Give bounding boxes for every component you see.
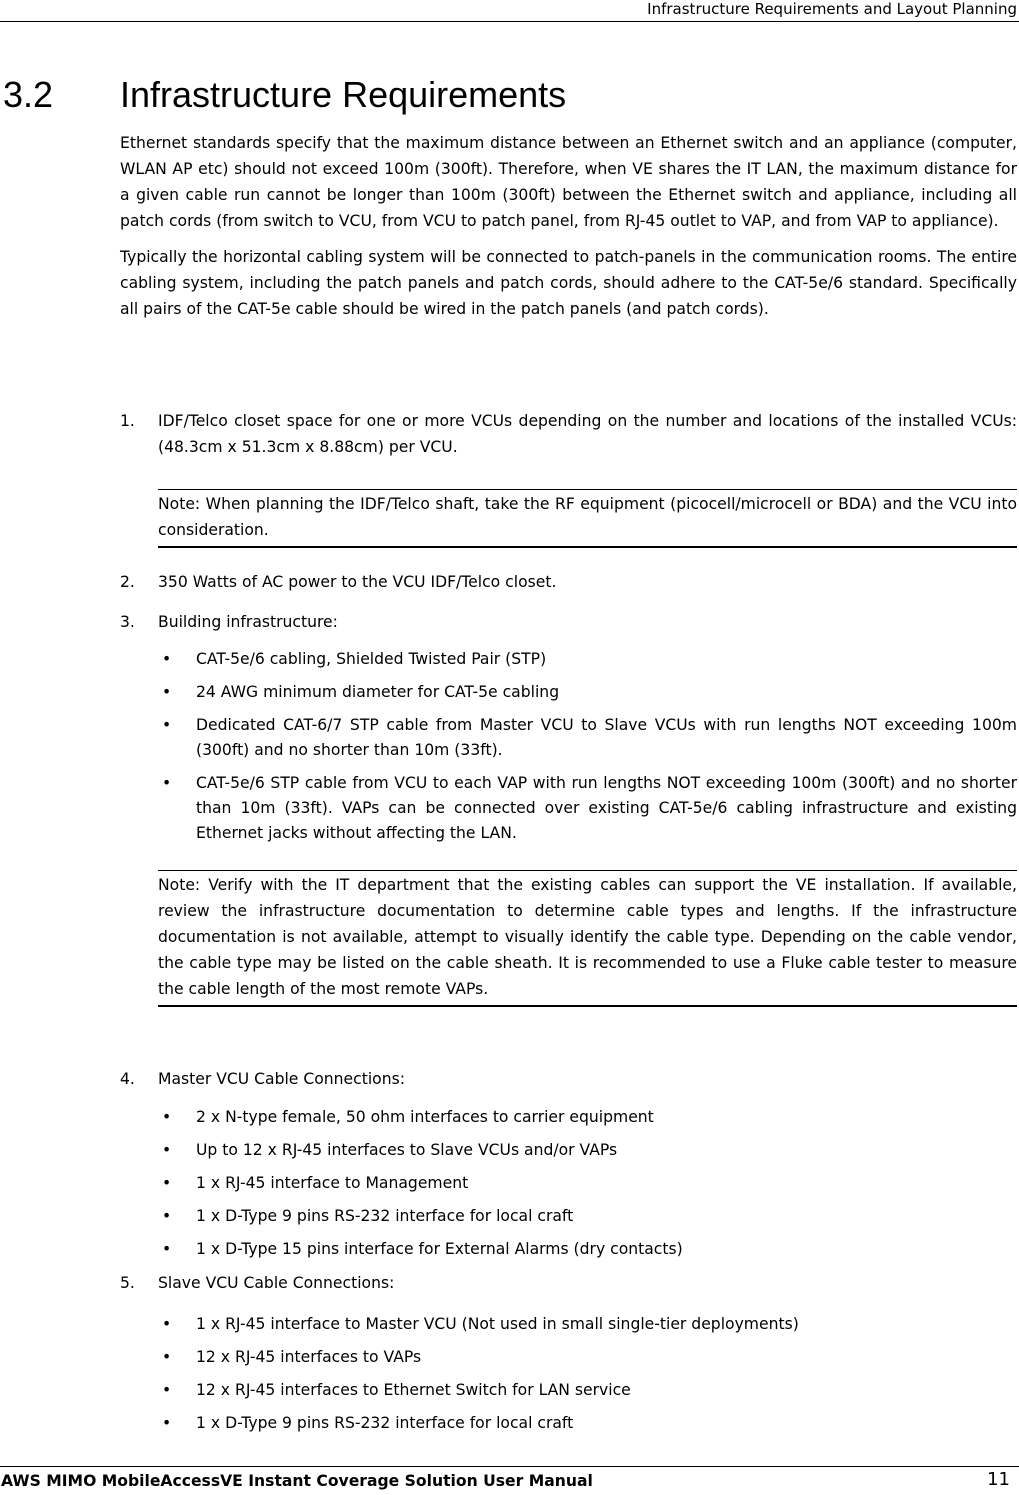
list-item-1 (120, 408, 1017, 460)
list-item (120, 1167, 1017, 1200)
bullet-text: 1 x D-Type 9 pins RS-232 interface for local craft (196, 1207, 574, 1225)
footer-manual-title: AWS MIMO MobileAccessVE Instant Coverage Solution User Manual (1, 1472, 593, 1490)
list-item-text: 350 Watts of AC power to the VCU IDF/Telco closet. (158, 573, 557, 591)
bullet-icon: • (162, 1240, 172, 1258)
list-item-text: Building infrastructure: (158, 613, 338, 631)
note-text: Note: When planning the IDF/Telco shaft, take the RF equipment (picocell/microcell or BDA) and the VCU into consideration. (158, 489, 1017, 548)
list-item-text: Slave VCU Cable Connections: (158, 1274, 395, 1292)
bullet-icon: • (162, 774, 172, 792)
bullet-icon: • (162, 1141, 172, 1159)
master-bullet-list (120, 1101, 1017, 1266)
bullet-text: CAT-5e/6 cabling, Shielded Twisted Pair (STP) (196, 650, 547, 668)
bullet-text: CAT-5e/6 STP cable from VCU to each VAP with run lengths NOT exceeding 100m (300ft) and no shorter than 10m (33ft). VAPs can be connected over existing CAT-5e/6 cabling infrastructure and existing Ethernet jacks without affecting the LAN. (196, 774, 1017, 842)
bullet-icon: • (162, 716, 172, 734)
list-item (120, 1407, 1017, 1440)
bullet-text: 12 x RJ-45 interfaces to VAPs (196, 1348, 422, 1366)
note-verify-cables (120, 870, 1017, 1007)
bullet-icon: • (162, 1207, 172, 1225)
list-item (120, 713, 1017, 763)
list-item (120, 1374, 1017, 1407)
list-item-number: 5. (120, 1274, 135, 1292)
list-item-5 (120, 1270, 1017, 1296)
bullet-text: 1 x D-Type 9 pins RS-232 interface for local craft (196, 1414, 574, 1432)
header-rule (0, 21, 1019, 22)
list-item-4 (120, 1066, 1017, 1092)
list-item (120, 647, 1017, 672)
list-item (120, 1200, 1017, 1233)
list-item (120, 1134, 1017, 1167)
list-item-2 (120, 569, 1017, 595)
bullet-icon: • (162, 1348, 172, 1366)
bullet-text: 24 AWG minimum diameter for CAT-5e cabling (196, 683, 560, 701)
bullet-icon: • (162, 1108, 172, 1126)
bullet-text: 1 x RJ-45 interface to Master VCU (Not used in small single-tier deployments) (196, 1315, 799, 1333)
list-item-number: 2. (120, 573, 135, 591)
bullet-icon: • (162, 1414, 172, 1432)
list-item-text: IDF/Telco closet space for one or more VCUs depending on the number and locations of the installed VCUs: (48.3cm x 51.3cm x 8.88cm) per VCU. (158, 412, 1017, 456)
list-item-text: Master VCU Cable Connections: (158, 1070, 405, 1088)
list-item-3 (120, 609, 1017, 635)
intro-block (120, 130, 1017, 332)
list-item (120, 1101, 1017, 1134)
bullet-text: 1 x D-Type 15 pins interface for External Alarms (dry contacts) (196, 1240, 683, 1258)
bullet-icon: • (162, 650, 172, 668)
paragraph-horizontal-cabling: Typically the horizontal cabling system will be connected to patch-panels in the communication rooms. The entire cabling system, including the patch panels and patch cords, should adhere to the CAT-5e/6 standard. Specifically all pairs of the CAT-5e cable should be wired in the patch panels (and patch cords). (120, 248, 1017, 318)
footer-rule (0, 1466, 1019, 1467)
building-bullet-list (120, 647, 1017, 846)
note-idf-planning (120, 489, 1017, 548)
list-item (120, 771, 1017, 846)
section-title: Infrastructure Requirements (120, 74, 567, 115)
bullet-text: 2 x N-type female, 50 ohm interfaces to carrier equipment (196, 1108, 654, 1126)
list-item-number: 1. (120, 412, 135, 430)
section-number: 3.2 (3, 74, 54, 115)
bullet-icon: • (162, 1174, 172, 1192)
bullet-text: Up to 12 x RJ-45 interfaces to Slave VCUs and/or VAPs (196, 1141, 618, 1159)
bullet-icon: • (162, 1381, 172, 1399)
bullet-text: 12 x RJ-45 interfaces to Ethernet Switch for LAN service (196, 1381, 631, 1399)
bullet-text: 1 x RJ-45 interface to Management (196, 1174, 469, 1192)
list-item (120, 1233, 1017, 1266)
slave-bullet-list (120, 1308, 1017, 1440)
section-heading (3, 74, 566, 116)
note-text: Note: Verify with the IT department that the existing cables can support the VE installation. If available, review the infrastructure documentation to determine cable types and lengths. If the infrastructure documentation is not available, attempt to visually identify the cable type. Depending on the cable vendor, the cable type may be listed on the cable sheath. It is recommended to use a Fluke cable tester to measure the cable length of the most remote VAPs. (158, 870, 1017, 1007)
bullet-icon: • (162, 683, 172, 701)
bullet-icon: • (162, 1315, 172, 1333)
list-item-number: 3. (120, 613, 135, 631)
list-item-number: 4. (120, 1070, 135, 1088)
page-number: 11 (987, 1469, 1010, 1490)
running-header: Infrastructure Requirements and Layout Planning (647, 0, 1017, 18)
list-item (120, 1308, 1017, 1341)
paragraph-ethernet-distance: Ethernet standards specify that the maximum distance between an Ethernet switch and an appliance (computer, WLAN AP etc) should not exceed 100m (300ft). Therefore, when VE shares the IT LAN, the maximum distance for a given cable run cannot be longer than 100m (300ft) between the Ethernet switch and appliance, including all patch cords (from switch to VCU, from VCU to patch panel, from RJ-45 outlet to VAP, and from VAP to appliance). (120, 134, 1017, 230)
list-item (120, 680, 1017, 705)
bullet-text: Dedicated CAT-6/7 STP cable from Master VCU to Slave VCUs with run lengths NOT exceeding 100m (300ft) and no shorter than 10m (33ft). (196, 716, 1017, 759)
list-item (120, 1341, 1017, 1374)
